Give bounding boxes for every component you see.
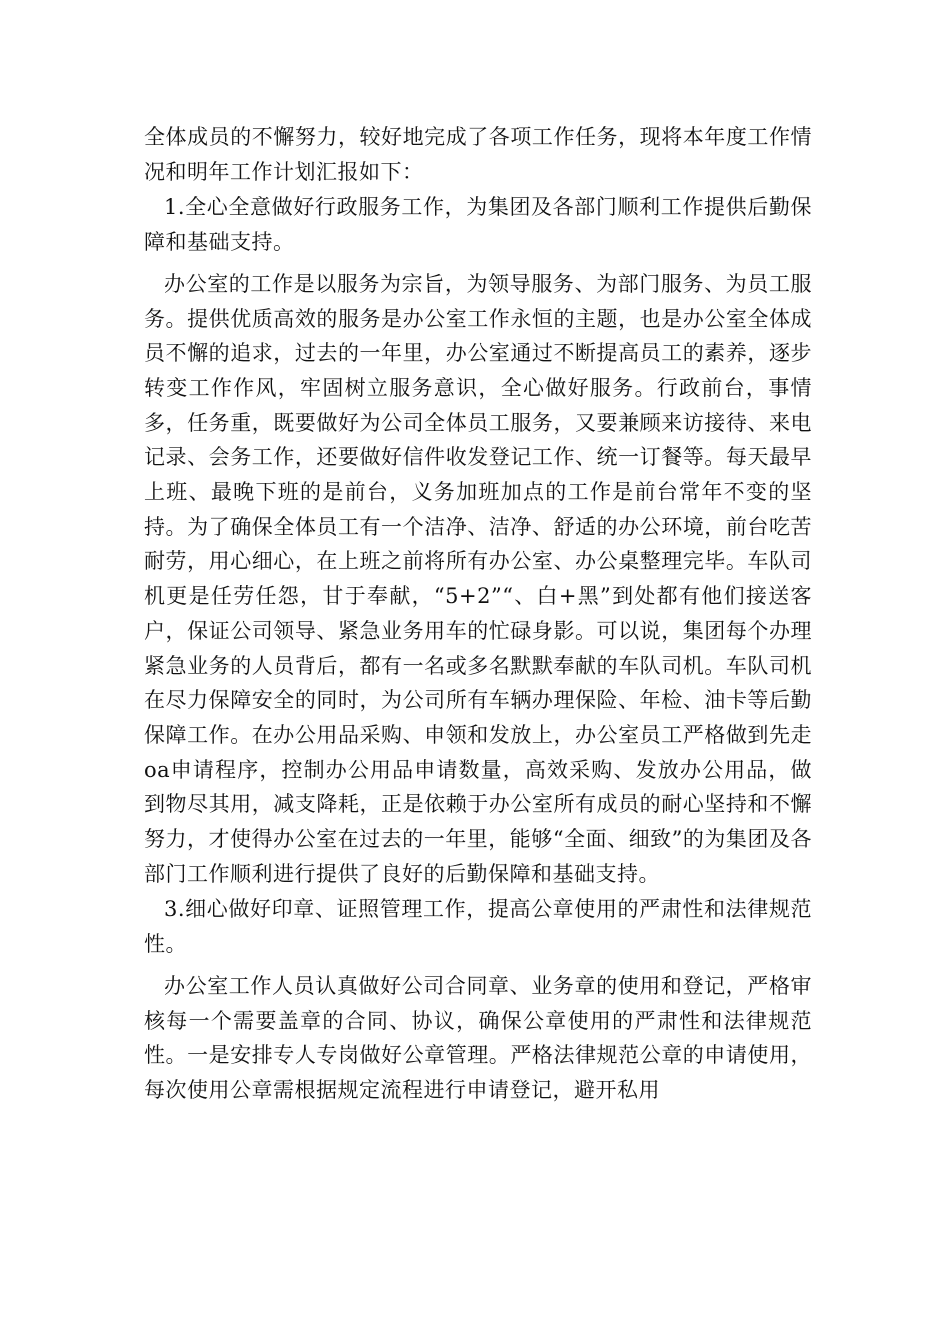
paragraph-seal-management: 办公室工作人员认真做好公司合同章、业务章的使用和登记，严格审核每一个需要盖章的合同、协议，确保公章使用的严肃性和法律规范性。一是安排专人专岗做好公章管理。严格法律规范公章的申请使用，每次使用公章需根据规定流程进行申请登记，避开私用 [144, 973, 812, 1102]
paragraph-intro: 全体成员的不懈努力，较好地完成了各项工作任务，现将本年度工作情况和明年工作计划汇报如下： [144, 125, 812, 184]
paragraph-admin-service: 办公室的工作是以服务为宗旨，为领导服务、为部门服务、为员工服务。提供优质高效的服务是办公室工作永恒的主题，也是办公室全体成员不懈的追求，过去的一年里，办公室通过不断提高员工的素养，逐步转变工作作风，牢固树立服务意识，全心做好服务。行政前台，事情多，任务重，既要做好为公司全体员工服务，又要兼顾来访接待、来电记录、会务工作，还要做好信件收发登记工作、统一订餐等。每天最早上班、最晚下班的是前台，义务加班加点的工作是前台常年不变的坚持。为了确保全体员工有一个洁净、洁净、舒适的办公环境，前台吃苦耐劳，用心细心，在上班之前将所有办公室、办公桌整理完毕。车队司机更是任劳任怨，甘于奉献，“5+2”“、白+黑”到处都有他们接送客户，保证公司领导、紧急业务用车的忙碌身影。可以说，集团每个办理紧急业务的人员背后，都有一名或多名默默奉献的车队司机。车队司机在尽力保障安全的同时，为公司所有车辆办理保险、年检、油卡等后勤保障工作。在办公用品采购、申领和发放上，办公室员工严格做到先走oa申请程序，控制办公用品申请数量，高效采购、发放办公用品，做到物尽其用，减支降耗，正是依赖于办公室所有成员的耐心坚持和不懈努力，才使得办公室在过去的一年里，能够“全面、细致”的为集团及各部门工作顺利进行提供了良好的后勤保障和基础支持。 [144, 271, 812, 886]
document-body [144, 120, 812, 1108]
section-heading-3: 3.细心做好印章、证照管理工作，提高公章使用的严肃性和法律规范性。 [144, 897, 812, 957]
section-heading-1: 1.全心全意做好行政服务工作，为集团及各部门顺利工作提供后勤保障和基础支持。 [144, 195, 812, 255]
